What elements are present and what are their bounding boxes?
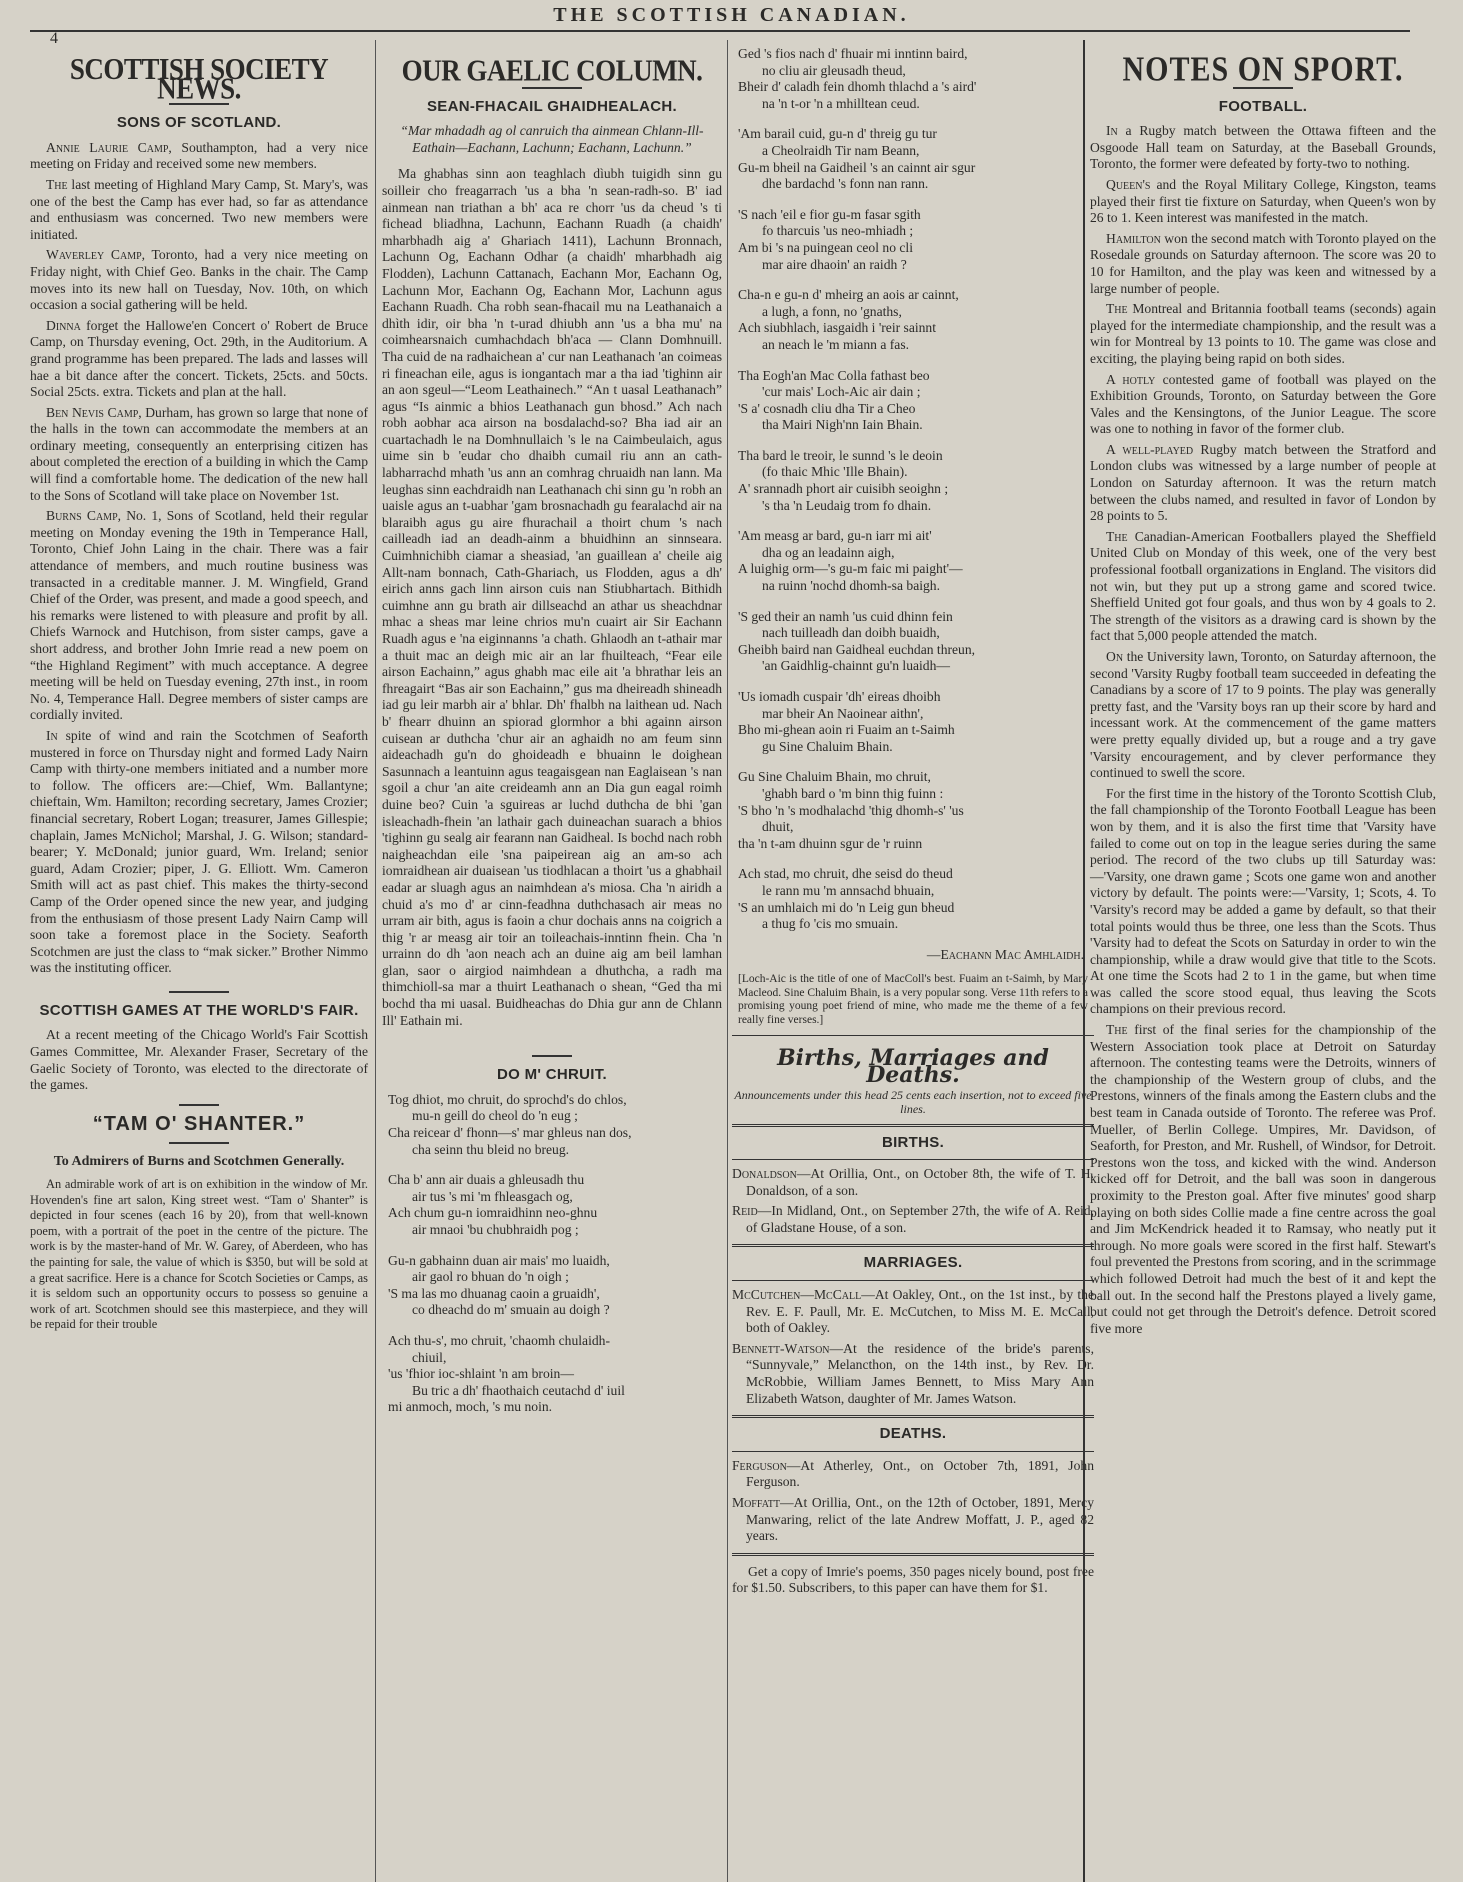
- poem-line: 'Us iomadh cuspair 'dh' eireas dhoibh: [738, 689, 941, 704]
- article-paragraph: [1090, 1022, 1436, 1337]
- poem-line: cha seinn thu bleid no breug.: [412, 1141, 570, 1157]
- paragraph-text: and the Royal Military College, Kingston, teams played their first tie fixture on Saturday, when Queen's won by 26 to 1. Keen interest was manifested in the match.: [1090, 176, 1436, 226]
- poem-line: 'Am measg ar bard, gu-n iarr mi ait': [738, 528, 932, 544]
- poem-line: 'S bho 'n 's modhalachd 'thig dhomh-s' 'us: [738, 802, 964, 818]
- paragraph-lead: The: [46, 176, 68, 192]
- column-divider: [727, 40, 728, 1882]
- article-text: At a recent meeting of the Chicago World's Fair Scottish Games Committee, Mr. Alexander Fraser, Secretary of the Gaelic Society of Toronto, was elected to the directorate of the games.: [30, 1027, 368, 1093]
- poem-stanza: [738, 689, 1094, 755]
- paragraph-text: —In Midland, Ont., on September 27th, the wife of A. Reid, of Gladstane House, of a son.: [746, 1203, 1094, 1235]
- section-subtitle: Announcements under this head 25 cents each insertion, not to exceed five lines.: [734, 1087, 1092, 1116]
- poem-line: Gu-n gabhainn duan air mais' mo luaidh,: [388, 1252, 610, 1268]
- paragraph-text: forget the Hallowe'en Concert o' Robert de Bruce Camp, on Thursday evening, Oct. 29th, in the Auditorium. A grand programme has been prepared. The lads and lasses will hae a bit dance after the concert. Tickets, 25cts. and 50cts. Social 25cts. extra. Tickets and plan at the hall.: [30, 317, 368, 400]
- poem-line: a thug fo 'cis mo smuain.: [762, 916, 899, 932]
- poem-line: nach tuilleadh dan doibh buaidh,: [762, 625, 940, 641]
- subsection-title: SEAN-FHACAIL GHAIDHEALACH.: [426, 97, 678, 115]
- poem-line: gu Sine Chaluim Bhain.: [762, 738, 893, 754]
- poem-stanza: [738, 448, 1094, 514]
- article-paragraph: [1090, 231, 1436, 297]
- paragraph-text: Montreal and Britannia football teams (seconds) again played for the intermediate championship, and the result was a win for Montreal by 13 points to 10. The game was close and exciting, the playing being rapid on both sides.: [1090, 301, 1436, 366]
- poem-line: air mnaoi 'bu chubhraidh pog ;: [412, 1222, 579, 1237]
- paragraph-text: Southampton, had a very nice meeting on Friday and received some new members.: [30, 139, 368, 172]
- divider: [169, 1142, 229, 1144]
- poem-stanza: [738, 46, 1094, 112]
- paragraph-text: spite of wind and rain the Scotchmen of Seaforth mustered in force on Thursday night and formed Lady Nairn Camp with thirty-one members initiated and a number more to follow. The officers are:—Chief, Wm. Ballantyne; chieftain, Wm. Hamilton; recording secretary, James Crozier; financial secretary, Robert Logan; treasurer, James Gillespie; chaplain, James McNichol; Marshal, J. G. Wilson; standard-bearer; Y. McDonald; junior guard, Wm. Ireland; senior guard, Adam Crozier; piper, J. G. Elliott. Wm. Cameron Smith will act as past chief. This makes the thirty-second Camp of the Order opened since the new year, and judging from the enthusiasm of those present Lady Nairn Camp will soon take a foremost place in the Society. Seaforth Scotchmen are just the class to “mak sicker.” Brother Nimmo was the instituting officer.: [30, 727, 368, 976]
- newspaper-title: THE SCOTTISH CANADIAN.: [553, 4, 910, 26]
- article-paragraph: [1090, 442, 1436, 525]
- paragraph-lead: Moffatt: [732, 1495, 781, 1510]
- article-paragraph: [1090, 123, 1436, 173]
- deaths-heading: DEATHS.: [879, 1425, 947, 1443]
- poem-stanza: [388, 1253, 722, 1319]
- paragraph-lead: Ferguson: [732, 1457, 787, 1473]
- subsection-title: DO M' CHRUIT.: [497, 1066, 607, 1084]
- paragraph-text: first of the final series for the championship of the Western Association took place at Detroit on Saturday afternoon. The contesting teams were the Detroits, winners of the championship of the Western group of clubs, and the Prestons, winners of the finals among the Eastern clubs and the best team in Canada outside of Toronto. The referee was Prof. Mueller, of Berlin College. Umpires, Mr. Davidson, of Seaforth, for Preston, and Mr. Rushell, of Windsor, for Detroit. Prestons won the toss, and kicked with the wind. Anderson kicked off for Detroit, and the ball was soon in dangerous proximity to the Preston goal. After five minutes' good sharp playing on both sides Collie made a fine centre across the goal and Jim McKendrick headed it to Ramsay, who neatly put it through. No more goals were scored in the first half. Stewart's foul prevented the Prestons from scoring, and in the scrimmage which followed Detroit had much the best of it and kept the ball out. In the second half the Prestons played a lively game, but could not get through the Detroit's defence. Detroit scored five more: [1090, 1022, 1436, 1336]
- poem-line: chiuil,: [412, 1349, 447, 1365]
- paragraph-text: For the first time in the history of the Toronto Scottish Club, the fall championship of the Toronto Football League has been won by them, and it is also the first time that 'Varsity have failed to come out on top in the league series during the same period. The record of the two clubs up till Saturday was: —'Varsity, one drawn game ; Scots one game won and another victory by default. The points were:—'Varsity, 1; Scots, 4. To 'Varsity's record may be added a game by default, so that their total points would thus be three, one less than the Scots. Thus 'Varsity had to defeat the Scots on Saturday in order to win the championship, while a draw would give that title to the Scots. At one time the Scots had 2 to 1 in the game, but when time was called the score stood equal, thus leaving the Scots champions on their previous record.: [1090, 785, 1436, 1017]
- divider: [169, 991, 229, 993]
- paragraph-lead: Reid: [732, 1203, 758, 1219]
- poem-line: 'S nach 'eil e fior gu-m fasar sgith: [738, 206, 921, 222]
- article-paragraph: [1090, 529, 1436, 645]
- article-paragraph: [732, 1341, 1094, 1407]
- article-paragraph: [30, 318, 368, 401]
- poem-line: Cha-n e gu-n d' mheirg an aois ar cainnt,: [738, 287, 959, 303]
- article-paragraph: [30, 405, 368, 505]
- signature: —Eachann Mac Amhlaidh.: [926, 946, 1084, 962]
- article-paragraph: [1090, 372, 1436, 438]
- poem-line: 'S an umhlaich mi do 'n Leig gun bheud: [738, 899, 955, 915]
- poem-line: mar bheir An Naoinear aithn',: [762, 705, 924, 721]
- column-divider: [375, 40, 376, 1882]
- poem-line: no cliu air gleusadh theud,: [762, 62, 906, 78]
- poem-line: (fo thaic Mhic 'Ille Bhain).: [762, 464, 908, 480]
- epigraph: “Mar mhadadh ag ol canruich tha ainmean Chlann-Ill-Eathain—Eachann, Lachunn; Eachann, Lachunn.”: [400, 123, 704, 155]
- poem-line: Ach chum gu-n iomraidhinn neo-ghnu: [388, 1205, 598, 1221]
- marriages-heading: MARRIAGES.: [863, 1254, 963, 1272]
- paragraph-lead: Queen's: [1106, 176, 1151, 192]
- paragraph-text: Durham, has grown so large that none of the halls in the town can accommodate the members at an ordinary meeting, consequently an enterprising citizen has about completed the erection of a building in which the Camp will find a comfortable home. The dedication of the new hall to the Sons of Scotland will take place on November 1st.: [30, 404, 368, 503]
- divider: [732, 1553, 1094, 1556]
- poem-line: 's tha 'n Leudaig trom fo dhain.: [762, 497, 932, 513]
- divider: [732, 1415, 1094, 1418]
- poem-line: air tus 's mi 'm fhleasgach og,: [412, 1188, 573, 1204]
- poem-line: a lugh, a fonn, no 'gnaths,: [762, 303, 902, 319]
- paragraph-text: Canadian-American Footballers played the Sheffield United Club on Monday of this week, one of the very best professional football organizations in England. The visitors did not win, but they put up a strong game and scored twice. Sheffield United got four goals, and thus won by 4 goals to 2. The strength of the visitors as a drawing card is shown by the fact that 5,000 people attended the match.: [1090, 528, 1436, 644]
- article-text: An admirable work of art is on exhibition in the window of Mr. Hovenden's fine art salon, King street west. “Tam o' Shanter” is depicted in four scenes (each 16 by 20), from that well-known poem, with a portrait of the poet in the centre of the picture. The work is by the master-hand of Mr. W. Garey, of Aberdeen, who has the painting for sale, the value of which is $350, but will be sold at a great sacrifice. Here is a chance for Scotch Societies or Camps, as it is seldom such an opportunity occurs to possess so genuine a work of art. Scotchmen should see this masterpiece, and they will be repaid for their trouble: [30, 1177, 368, 1332]
- poem-line: Bheir d' caladh fein dhomh thlachd a 's aird': [738, 79, 977, 95]
- paragraph-lead: McCutchen—McCall: [732, 1287, 862, 1303]
- article-paragraph: [1090, 786, 1436, 1018]
- paragraph-lead: A well-played: [1106, 441, 1194, 457]
- page-number: 4: [50, 30, 58, 47]
- poem-line: Cha b' ann air duais a ghleusadh thu: [388, 1172, 585, 1188]
- poem-line: Gu Sine Chaluim Bhain, mo chruit,: [738, 769, 931, 785]
- paragraph-text: No. 1, Sons of Scotland, held their regular meeting on Monday evening the 19th in Temperance Hall, Toronto, Chief John Laing in the chair. There was a fair attendance of members, and much routine business was transacted in a creditable manner. J. M. Wingfield, Grand Chief of the Order, was present, and made a good speech, and his remarks were listened to with pleasure and profit by all. Chiefs Warnock and Hutchison, from sister camps, gave a short address, and brother John Imrie read a new poem on “the Highland Regiment” with much acceptance. A degree meeting will be held on Tuesday evening, 27th inst., in room No. 4, Temperance Hall. Degree members of sister camps are cordially invited.: [30, 508, 368, 723]
- poem-line: dhe bardachd 's fonn nan rann.: [762, 176, 929, 192]
- poem-line: tha Mairi Nigh'nn Iain Bhain.: [762, 417, 923, 433]
- poem-line: A luighig orm—'s gu-m faic mi paight'—: [738, 561, 963, 577]
- paragraph-text: —At Orillia, Ont., on October 8th, the wife of T. H. Donaldson, of a son.: [746, 1166, 1094, 1198]
- poem-stanza: [738, 609, 1094, 675]
- article-paragraph: [732, 1458, 1094, 1491]
- poem-line: Am bi 's na puingean ceol no cli: [738, 239, 913, 255]
- subsection-title: “TAM O' SHANTER.”: [92, 1112, 306, 1135]
- section-title: SCOTTISH SOCIETY NEWS.: [69, 51, 329, 106]
- article-paragraph: [30, 140, 368, 173]
- column-scottish-society-news: [30, 52, 368, 1337]
- paragraph-text: —At Orillia, Ont., on the 12th of October, 1891, Mercy Manwaring, relict of the late Andrew Moffatt, J. P., aged 82 years.: [746, 1495, 1094, 1544]
- article-paragraph: [1090, 177, 1436, 227]
- poem-line: le rann mu 'm annsachd bhuain,: [762, 882, 935, 898]
- article-paragraph: [732, 1495, 1094, 1545]
- paragraph-lead: Donaldson: [732, 1166, 797, 1182]
- paragraph-lead: In: [1106, 123, 1118, 139]
- poem-line: dhuit,: [762, 819, 794, 835]
- article-text: Ma ghabhas sinn aon teaghlach dìubh tuigidh sinn gu soilleir cho freagarrach 'us a bha 'n sean-radh-so. B' iad ainmean nan triathan a bh' aca re chorr 'us da cheud 's ti fichead bliadhna, Lachunn, Eachann Ruadh (a chaidh' mharbhadh aig a' Ghariach 1411), Lachunn Bronnach, Lachunn Og, Eachann Odhar (a chaidh' mharbhadh aig Flodden), Lachunn Cattanach, Eachann Mor, Eachann Og, Lachunn Mor, Eachann Og, Eachann Mor, Lachunn agus Eachann Ruadh. Cha robh sean-fhacail mu na Leathanaich a dhìth idir, oir bha 'n t-urad dhiubh ann 'us a bha mu' na coimhearsnaich cumhachdach bh'aca — Clann Domhnuill. Tha cuid de na radhaichean a' cur nan Leathanach 'an coimeas ri fineachan eile, agus is iongantach mar a tha iad 'tighinn air an aon sgeul—“Leom Leathainech.” “An t uasal Leathanach” agus “Is ainmic a bhios Leathanach gun bhosd.” Ach nach robh aobhar aca airson na bosdalachd-so? Bha iad air an cuartachadh le na Domhnullaich 's le na Caimbeulaich, agus uime sin b 'eudar cho dhaibh cumail riu ann an cath-labharrachd mhath 'us ann an comhrag chruaidh nan lann. Ma leughas sinn eachdraidh nan Leathanach chi sinn gu 'n robh an uaisle agus an t-uabhar 'gam brosnachadh gu fearalachd air na blaraibh agus gu aire fhurachail a thoirt chum 's nach cailleadh iad an deadh-ainm a bhuidhinn an sinnseara. Cuimhnichibh ciamar a sheasiad, 'an guaillean a' cheile aig Allt-nam bonnach, Cath-Ghariach, us Flodden, agus a dh' eirich anns gach linn airson cuis nan Stiubhartach. Bithidh cuimhne ann gu brath air dillseachd an athar us sheachdnar mhac a sheas mar leine chrios mu'n cuairt air Sir Eachann Ruadh agus e 'na eiginnanns 'a chath. Ghlaodh an t-athair mar a thuit mac an deigh mic air an lar fhuilteach, “Fear eile airson Eachainn,” agus ghabh mac eile ait 'a bhrathar leis an fhreagairt “Bas air son Eachainn,” gus ma dheireadh shineadh iad gu leir marbh air a' bhlar. Dh' fhalbh na laithean ud. Nach b' fhearr dhuinn an spiorad glormhor a bhi againn airson cuisean ar duthcha 'chur air an aghaidh no am feum sinn aideachadh gu'n do ghoideadh e bhuainn le doighean Sasunnach a leantuinn agus teagaisgean nan Eaglaisean 's nan sgoil a chur 'an aite creideamh ann an Dia gun eagal roimh duine beo? Cuin 'a sguireas ar luchd duthcha de bhi 'gan isleachadh-fhein 'an lathair gach duineachan suarach a bhios 'tighinn gu sealg air fearann nan Gaidheal. Is bochd nach robh naigheachdan eile 'sna paipeirean aig an am-so ach iomraidhean air duaisean 'us tiodhlacan a thoirt 'us a ghabhail eadar ar sluagh agus an naimhdean a's miosa. Cha 'n airidh a chuid a's mo d' ar cinn-feadhna duthchasach air meas no urram air bith, agus is faoin a chur dochais anns na coigrich a thig 'r ar measg air toir an toileachais-inntinn fhein. Cha 'n urrainn do dh 'aon neach ach an duine aig am beil lamhan glan, saor o airgiod naimhdean a dhuthcha, a radh ma thimchioll-sa mar a thuirt Leathanach o shean, “Ged tha mi bochd tha mi uasal. Buidheachas do Dhia gur ann de Chlann Ill' Eathain mi.: [382, 166, 722, 1028]
- poem-line: Bho mi-ghean aoin ri Fuaim an t-Saimh: [738, 722, 955, 738]
- subsection-subtitle: To Admirers of Burns and Scotchmen Generally.: [53, 1154, 345, 1170]
- poem-line: Ach thu-s', mo chruit, 'chaomh chulaidh-: [388, 1332, 610, 1348]
- divider: [532, 1055, 572, 1057]
- divider: [732, 1244, 1094, 1247]
- paragraph-text: the University lawn, Toronto, on Saturday afternoon, the second 'Varsity Rugby football team succeeded in defeating the Canadians by a score of 17 to 9 points. The play was generally pretty fast, and the 'Varsity boys ran up their score by hard and incessant work. At the commencement of the game matters were pretty equally divided up, but a rouge and a try gave 'Varsity encouragement, and by clever performance they continued to swell the score.: [1090, 649, 1436, 781]
- poem-stanza: [388, 1172, 722, 1238]
- poem-line: co dheachd do m' smuain au doigh ?: [412, 1302, 610, 1318]
- divider: [732, 1124, 1094, 1127]
- divider: [732, 1451, 1094, 1452]
- paragraph-lead: Hamilton: [1106, 230, 1161, 246]
- paragraph-lead: Dinna: [46, 317, 81, 333]
- article-paragraph: [1090, 301, 1436, 367]
- births-heading: BIRTHS.: [881, 1133, 945, 1151]
- poem-line: 'us 'fhior ioc-shlaint 'n am broin—: [388, 1366, 574, 1382]
- poem-line: 'S ged their an namh 'us cuid dhinn fein: [738, 608, 953, 624]
- poem-stanza: [388, 1333, 722, 1416]
- article-paragraph: [732, 1287, 1094, 1337]
- poem-stanza: [738, 207, 1094, 273]
- poem-line: 'S ma las mo dhuanag caoin a gruaidh',: [388, 1285, 600, 1301]
- poem-line: na ruinn 'nochd dhomh-sa baigh.: [762, 578, 940, 594]
- poem-line: mar aire dhaoin' an raidh ?: [762, 256, 907, 272]
- poem-line: a Cheolraidh Tir nam Beann,: [762, 142, 920, 158]
- poem-stanza: [738, 769, 1094, 852]
- divider: [732, 1280, 1094, 1281]
- paragraph-text: Toronto, had a very nice meeting on Friday night, with Chief Geo. Banks in the chair. The Camp moves into its new hall on Tuesday, Nov. 10th, on which occasion a social gathering will be held.: [30, 247, 368, 313]
- poem-stanza: [388, 1092, 722, 1158]
- subsection-title: SCOTTISH GAMES AT THE WORLD'S FAIR.: [39, 1001, 359, 1019]
- poem-line: an neach le 'm miann a fas.: [762, 336, 910, 352]
- paragraph-text: last meeting of Highland Mary Camp, St. Mary's, was one of the best the Camp has ever had, so far as attendance and enthusiasm was concerned. Two new members were initiated.: [30, 176, 368, 242]
- poem-line: Bu tric a dh' fhaothaich ceutachd d' iuil: [412, 1382, 625, 1398]
- poem-line: Tog dhiot, mo chruit, do sprochd's do chlos,: [388, 1091, 627, 1107]
- article-paragraph: [30, 728, 368, 977]
- poem-line: 'cur mais' Loch-Aic air dain ;: [762, 384, 921, 400]
- paragraph-text: —At Atherley, Ont., on October 7th, 1891, John Ferguson.: [746, 1457, 1094, 1490]
- article-paragraph: [1090, 649, 1436, 782]
- poem-line: 'ghabh bard o 'm binn thig fuinn :: [762, 785, 944, 801]
- advertisement: Get a copy of Imrie's poems, 350 pages nicely bound, post free for $1.50. Subscribers, to this paper can have them for $1.: [732, 1563, 1094, 1596]
- poem-stanza: [738, 287, 1094, 353]
- poem-line: Tha Eogh'an Mac Colla fathast beo: [738, 367, 930, 383]
- poem-line: na 'n t-or 'n a mhilltean ceud.: [762, 95, 920, 111]
- paragraph-lead: Annie Laurie Camp,: [46, 139, 172, 155]
- section-title: NOTES ON SPORT.: [1122, 50, 1404, 89]
- section-title: OUR GAELIC COLUMN.: [401, 52, 703, 88]
- paragraph-lead: In: [46, 727, 58, 743]
- poem-line: mi anmoch, moch, 's mu noin.: [388, 1399, 553, 1415]
- poem-line: 'S a' cosnadh cliu dha Tir a Cheo: [738, 400, 916, 416]
- poem-stanza: [738, 866, 1094, 932]
- poem-line: Ach siubhlach, iasgaidh i 'reir sainnt: [738, 320, 936, 336]
- poem-line: A' srannadh phort air cuisibh seoighn ;: [738, 481, 949, 497]
- paragraph-lead: The: [1106, 1022, 1128, 1038]
- paragraph-text: contested game of football was played on the Exhibition Grounds, Toronto, on Saturday between the Gore Vales and the Kensingtons, of the Junior League. The score was one to nothing in favor of the former club.: [1090, 371, 1436, 437]
- poem-stanza: [738, 126, 1094, 192]
- poem-line: Cha reicear d' fhonn—s' mar ghleus nan dos,: [388, 1125, 632, 1141]
- poem-stanza: [738, 368, 1094, 434]
- paragraph-lead: Burns Camp,: [46, 508, 122, 524]
- poem-stanza: [738, 528, 1094, 594]
- section-title: Births, Marriages and Deaths.: [777, 1045, 1049, 1088]
- poem-line: Ged 's fios nach d' fhuair mi inntinn baird,: [738, 46, 968, 61]
- poem-line: mu-n geill do cheol do 'n eug ;: [412, 1108, 578, 1124]
- article-paragraph: [30, 508, 368, 724]
- paragraph-lead: Ben Nevis Camp,: [46, 404, 142, 420]
- paragraph-text: won the second match with Toronto played on the Rosedale grounds on Saturday afternoon. The score was 20 to 10 for Hamilton, and the play was keen and witnessed by a large number of people.: [1090, 230, 1436, 296]
- subsection-title: SONS OF SCOTLAND.: [116, 114, 282, 132]
- article-paragraph: [30, 177, 368, 243]
- article-paragraph: [30, 247, 368, 313]
- poem-line: Ach stad, mo chruit, dhe seisd do theud: [738, 866, 953, 882]
- column-poem-and-notices: [732, 46, 1094, 1601]
- poem-line: fo tharcuis 'us neo-mhiadh ;: [762, 223, 914, 239]
- poem-line: 'Am barail cuid, gu-n d' threig gu tur: [738, 126, 937, 142]
- paragraph-text: —At the residence of the bride's parents, “Sunnyvale,” Melancthon, on the 14th inst., by Rev. Dr. McRobbie, William James Bennett, to Miss Mary Ann Elizabeth Watson, daughter of Mr. James Watson.: [746, 1340, 1094, 1406]
- poem-line: dha og an leadainn aigh,: [762, 544, 895, 560]
- divider: [732, 1035, 1094, 1036]
- poem-line: air gaol ro bhuan do 'n oigh ;: [412, 1269, 569, 1285]
- poem-line: Gheibh baird nan Gaidheal euchdan threun,: [738, 641, 976, 657]
- editor-note: [Loch-Aic is the title of one of MacColl's best. Fuaim an t-Saimh, by Mary Macleod. Sine Chaluim Bhain, is a very popular song. Verse 11th refers to a promising young poet friend of mine, who made me the theme of a few really fine verses.]: [738, 973, 1088, 1026]
- article-paragraph: [732, 1203, 1094, 1236]
- column-notes-on-sport: [1090, 52, 1436, 1341]
- divider: [179, 1104, 219, 1106]
- poem-line: tha 'n t-am dhuinn sgur de 'r ruinn: [738, 835, 923, 851]
- paragraph-lead: A hotly: [1106, 371, 1156, 387]
- divider: [732, 1159, 1094, 1160]
- paragraph-text: Rugby match between the Stratford and London clubs was witnessed by a large number of people at London on Saturday afternoon. It was the return match between the clubs named, and resulted in favor of London by 28 points to 5.: [1090, 441, 1436, 524]
- article-paragraph: [732, 1166, 1094, 1199]
- paragraph-lead: The: [1106, 528, 1128, 544]
- paragraph-lead: The: [1106, 301, 1128, 317]
- masthead-rule: [30, 30, 1410, 32]
- column-gaelic: [382, 52, 722, 1430]
- paragraph-text: a Rugby match between the Ottawa fifteen and the Osgoode Hall team on Saturday, at the Baseball Grounds, Toronto, the former were defeated by forty-two to nothing.: [1090, 123, 1436, 172]
- poem-line: Tha bard le treoir, le sunnd 's le deoin: [738, 447, 943, 463]
- paragraph-lead: Bennett-Watson: [732, 1340, 830, 1356]
- paragraph-lead: On: [1106, 649, 1124, 664]
- subsection-title: FOOTBALL.: [1218, 97, 1308, 115]
- poem-line: Gu-m bheil na Gaidheil 's an cainnt air sgur: [738, 159, 976, 175]
- paragraph-text: —At Oakley, Ont., on the 1st inst., by the Rev. E. F. Paull, Mr. E. McCutchen, to Miss M. E. McCall, both of Oakley.: [746, 1287, 1094, 1336]
- poem-line: 'an Gaidhlig-chainnt gu'n luaidh—: [762, 658, 950, 674]
- paragraph-lead: Waverley Camp,: [46, 247, 146, 263]
